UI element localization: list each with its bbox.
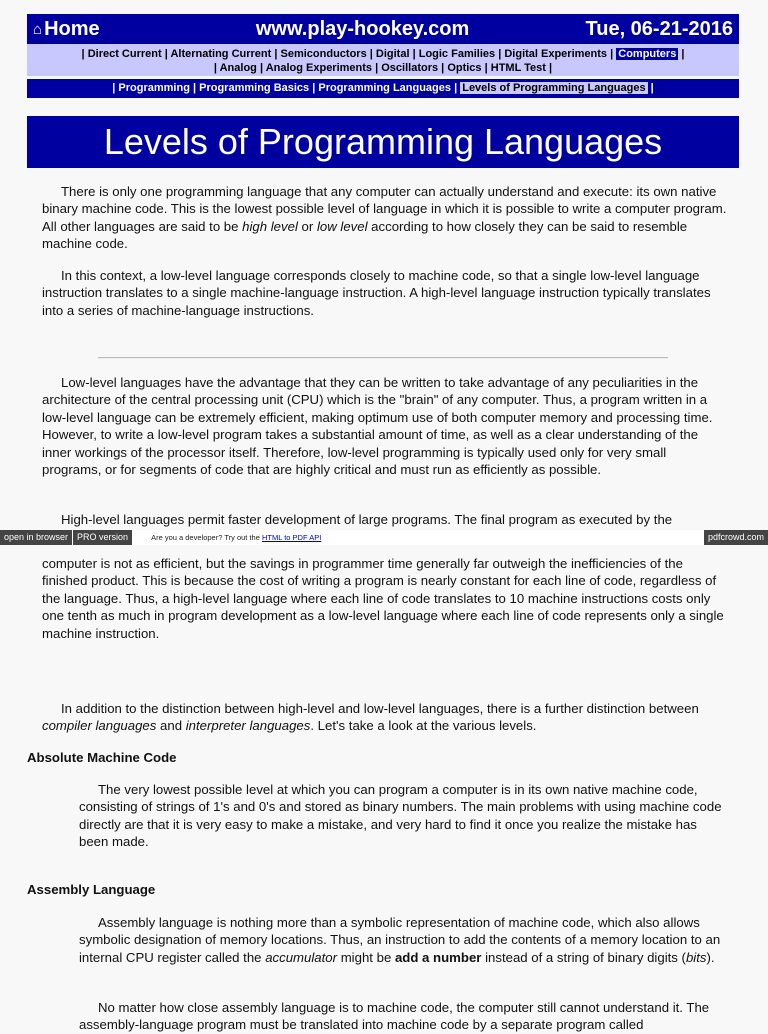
text: . Let's take a look at the various levels. bbox=[310, 718, 537, 734]
text: instead of a string of binary digits ( bbox=[481, 949, 686, 965]
emphasis: low level bbox=[316, 218, 368, 234]
date: Tue, 06-21-2016 bbox=[585, 17, 733, 40]
page-title: Levels of Programming Languages bbox=[27, 116, 739, 168]
bold-text: add a number bbox=[394, 949, 482, 965]
nav-logic-families[interactable]: Logic Families bbox=[418, 48, 496, 60]
nav-analog[interactable]: Analog bbox=[219, 62, 257, 74]
nav-analog-experiments[interactable]: Analog Experiments bbox=[265, 62, 373, 74]
text: In addition to the distinction between high-level and low-level languages, there is a further distinction between bbox=[61, 701, 699, 716]
nav-digital[interactable]: Digital bbox=[375, 48, 410, 60]
paragraph-assembly-translation: No matter how close assembly language is to machine code, the computer still cannot understand it. The assembly-language program must be translated into machine code by a separate program called bbox=[79, 1000, 710, 1033]
pdfcrowd-bar bbox=[0, 530, 768, 545]
nav-direct-current[interactable]: Direct Current bbox=[87, 48, 162, 60]
text: and bbox=[156, 718, 186, 734]
nav-optics[interactable]: Optics bbox=[447, 62, 482, 74]
emphasis: bits bbox=[685, 949, 707, 965]
heading-assembly-language: Assembly Language bbox=[27, 882, 156, 897]
paragraph-compiler-interpreter bbox=[42, 700, 728, 735]
home-label: Home bbox=[44, 17, 100, 40]
paragraph-high-level-start: High-level languages permit faster development of large programs. The final program as executed by the bbox=[61, 512, 673, 527]
paragraph-low-level-def: In this context, a low-level language corresponds closely to machine code, so that a single low-level language instruction translates to a single machine-language instruction. A high-level language instruction typically translates into a series of machine-language instructions. bbox=[42, 268, 711, 318]
emphasis: accumulator bbox=[265, 949, 338, 965]
home-icon: ⌂ bbox=[33, 20, 43, 38]
subnav-programming-languages[interactable]: Programming Languages bbox=[318, 82, 452, 94]
subcategory-nav: | Programming | Programming Basics | Programming Languages | Levels of Programming Languages | bbox=[27, 79, 739, 98]
developer-message bbox=[151, 533, 321, 542]
emphasis: interpreter languages bbox=[185, 718, 311, 734]
home-link[interactable] bbox=[33, 18, 100, 41]
open-in-browser-button[interactable]: open in browser bbox=[0, 530, 72, 545]
emphasis: compiler languages bbox=[42, 718, 157, 734]
paragraph-low-level-advantages: Low-level languages have the advantage that they can be written to take advantage of any peculiarities in the architecture of the central processing unit (CPU) which is the "brain" of any computer. Thus, a program written in a low-level language can be extremely efficient, making optimum use of both computer memory and processing time. However, to write a low-level program takes a substantial amount of time, as well as a clear understanding of the inner workings of the processor itself. Therefore, low-level programming is typically used only for very small programs, or for segments of code that are highly critical and must run as efficiently as possible. bbox=[42, 375, 713, 478]
top-header bbox=[27, 14, 739, 44]
nav-computers[interactable]: Computers bbox=[618, 48, 677, 60]
paragraph-assembly-def bbox=[79, 914, 729, 966]
html-to-pdf-link[interactable]: HTML to PDF API bbox=[261, 533, 322, 542]
heading-absolute-machine-code: Absolute Machine Code bbox=[27, 750, 177, 765]
nav-html-test[interactable]: HTML Test bbox=[490, 62, 546, 74]
emphasis: high level bbox=[242, 218, 298, 234]
message-text: Are you a developer? Try out the bbox=[151, 533, 262, 542]
text: Assembly language is nothing more than a symbolic representation of machine code, which also allows symbolic designation of memory locations. Thus, an instruction to add the contents of a memory location to an internal CPU register called the bbox=[79, 915, 721, 965]
text: according to how closely they can be said to resemble machine code. bbox=[42, 218, 688, 252]
text: ). bbox=[706, 949, 715, 965]
subnav-levels[interactable]: Levels of Programming Languages bbox=[462, 82, 646, 94]
subnav-programming-basics[interactable]: Programming Basics bbox=[199, 82, 310, 94]
pdfcrowd-brand-link[interactable]: pdfcrowd.com bbox=[704, 530, 768, 545]
nav-alternating-current[interactable]: Alternating Current bbox=[170, 48, 272, 60]
divider bbox=[98, 357, 668, 359]
text: might be bbox=[337, 949, 395, 965]
paragraph-machine-code: The very lowest possible level at which you can program a computer is in its own native machine code, consisting of strings of 1's and 0's and stored as binary numbers. The main problems with using machine code directly are that it is very easy to make a mistake, and very hard to find it once you realize the mistake has been made. bbox=[79, 782, 722, 850]
paragraph-high-level-cont: computer is not as efficient, but the savings in programmer time generally far outweigh the inefficiencies of the finished product. This is because the cost of writing a program is nearly constant for each line of code, regardless of the language. Thus, a high-level language where each line of code translates to 10 machine instructions costs only one tenth as much in program development as a low-level language where each line of code represents only a single machine instruction. bbox=[42, 556, 724, 641]
nav-oscillators[interactable]: Oscillators bbox=[381, 62, 439, 74]
text: There is only one programming language that any computer can actually understand and execute: its own native binary machine code. This is the lowest possible level of language in which it is possible to write a computer program. All other languages are said to be bbox=[42, 184, 727, 234]
text: or bbox=[297, 218, 317, 234]
pro-version-button[interactable]: PRO version bbox=[73, 530, 132, 545]
category-nav: | Direct Current | Alternating Current | Semiconductors | Digital | Logic Families | Digital Experiments | Computers | | Analog | Analog Experiments | Oscillators | Optics | HTML Test | bbox=[27, 44, 739, 76]
nav-semiconductors[interactable]: Semiconductors bbox=[280, 48, 367, 60]
subnav-programming[interactable]: Programming bbox=[118, 82, 190, 94]
site-name: www.play-hookey.com bbox=[255, 17, 470, 40]
nav-digital-experiments[interactable]: Digital Experiments bbox=[504, 48, 608, 60]
paragraph-intro bbox=[42, 183, 728, 253]
